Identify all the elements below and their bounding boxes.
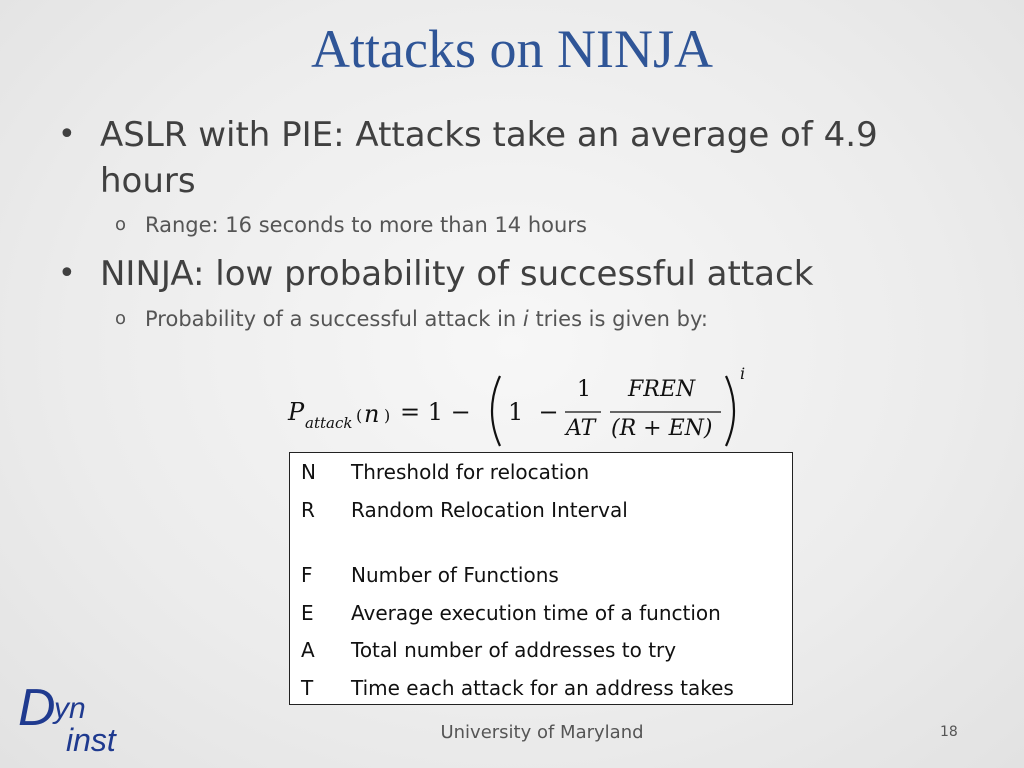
sub-bullet-marker: o [115,214,127,235]
row-symbol: A [301,638,315,662]
logo-yn: yn [54,692,86,725]
probability-formula [288,364,758,454]
formula-equals: = 1 − [400,398,471,426]
bullet-ninja [58,251,940,297]
row-description: Time each attack for an address takes [351,676,734,700]
row-description: Random Relocation Interval [351,498,628,522]
logo-inst: inst [66,722,116,758]
row-description: Number of Functions [351,563,559,587]
slide-title: Attacks on NINJA [311,19,713,79]
bullet-dot: • [58,117,76,152]
sub-bullet-range [115,211,925,239]
row-symbol: E [301,601,314,625]
row-description: Average execution time of a function [351,601,721,625]
row-description: Threshold for relocation [351,460,590,484]
sub-bullet-marker: o [115,308,127,329]
page-number: 18 [940,724,958,740]
formula-n: n [364,400,380,428]
bullet-text: NINJA: low probability of successful attack [100,254,814,294]
sub-bullet-text: Range: 16 seconds to more than 14 hours [145,213,587,237]
formula-p: P [288,398,305,426]
big-paren-left [492,376,500,446]
bullet-text: ASLR with PIE: Attacks take an average of 4.9 hours [100,115,878,201]
sub-bullet-text-a: Probability of a successful attack in [145,307,523,331]
formula-subscript: attack [305,414,353,432]
formula-exponent: i [740,364,746,383]
formula-paren-open: ( [356,406,363,425]
sub-bullet-probability [115,305,925,333]
frac1-den: AT [566,416,596,441]
frac2-den: (R + EN) [611,416,713,441]
bullet-dot: • [58,256,76,291]
row-symbol: F [301,563,313,587]
sub-bullet-text-i: i [522,307,529,331]
frac1-num: 1 [577,377,591,402]
row-symbol: T [301,676,314,700]
footer-university: University of Maryland [440,722,644,743]
formula-paren-close: ) [384,406,391,425]
row-description: Total number of addresses to try [351,638,677,662]
row-symbol: N [301,460,316,484]
formula-inner-one-minus: 1 − [508,398,559,426]
logo-d: D [18,679,56,737]
big-paren-right [726,376,734,446]
sub-bullet-text-b: tries is given by: [528,307,708,331]
bullet-aslr [58,112,940,204]
variable-legend-table [289,452,793,705]
row-symbol: R [301,498,315,522]
frac2-num: FREN [628,377,696,402]
